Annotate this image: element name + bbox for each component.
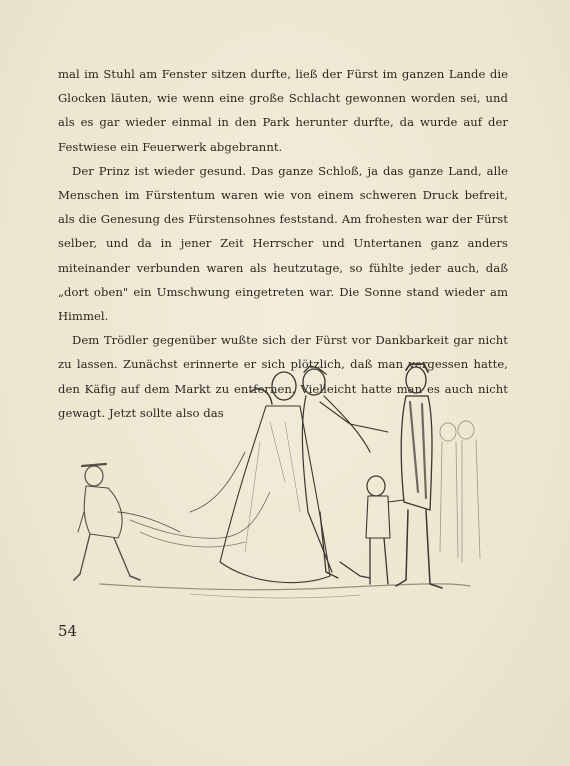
paragraph: Der Prinz ist wieder gesund. Das ganze Schloß, ja das ganze Land, alle Menschen im Fürstentum waren wie von einem schweren Druck befreit, als die Genesung des Fürstensohnes feststand. Am frohesten war der Fürst selber, und da in jener Zeit Herrscher und Untertanen ganz anders miteinander verbunden waren als heutzutage, so fühlte jeder auch, daß „dort oben" ein Umschwung eingetreten war. Die Sonne stand wieder am Himmel. <box>58 163 508 324</box>
paragraph: Dem Trödler gegenüber wußte sich der Fürst vor Dankbarkeit gar nicht zu lassen. Zunächst erinnerte er sich plötzlich, daß man vergessen hatte, den Käfig auf dem Markt zu entfernen. Vielleicht hatte man es auch nicht gewagt. Jetzt sollte also das <box>58 333 508 420</box>
lady-figure <box>190 372 330 583</box>
child-figure <box>366 476 404 584</box>
prince-figure <box>302 366 388 578</box>
merchant-figure <box>396 364 442 588</box>
background-figures <box>440 421 480 562</box>
jester-figure <box>74 464 180 580</box>
paragraph-continued: mal im Stuhl am Fenster sitzen durfte, ließ der Fürst im ganzen Lande die Glocken läuten, wie wenn eine große Schlacht gewonnen worden sei, und als es gar wieder einmal in den Park herunter durfte, da wurde auf der Festwiese ein Feuerwerk abgebrannt. <box>58 67 508 154</box>
pencil-sketch-illustration <box>70 362 490 612</box>
page-number: 54 <box>58 622 78 640</box>
